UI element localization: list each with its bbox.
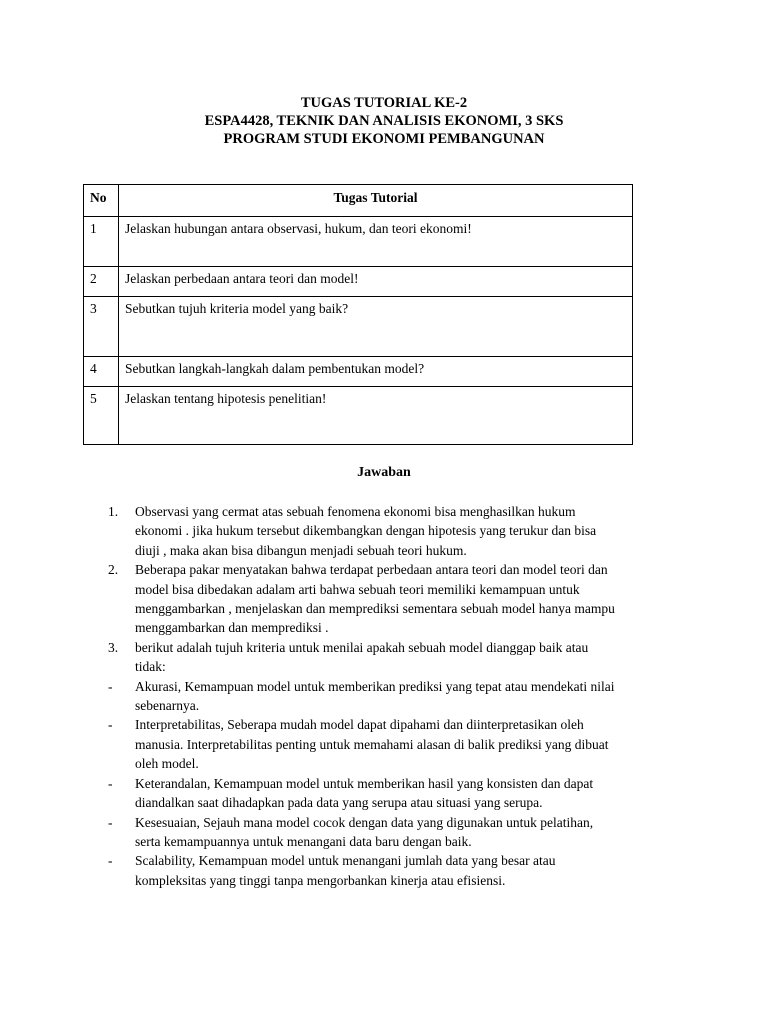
answer-line: tidak: [135, 659, 166, 675]
answer-item [108, 715, 678, 773]
answer-line: Observasi yang cermat atas sebuah fenomena ekonomi bisa menghasilkan hukum [135, 504, 576, 519]
row-task: Sebutkan langkah-langkah dalam pembentukan model? [119, 357, 633, 387]
row-task: Jelaskan perbedaan antara teori dan model! [119, 267, 633, 297]
answer-line: Scalability, Kemampuan model untuk menangani jumlah data yang besar atau [135, 853, 556, 869]
answer-item [108, 813, 678, 852]
answer-line: berikut adalah tujuh kriteria untuk menilai apakah sebuah model dianggap baik atau [135, 639, 589, 655]
answer-marker: 1. [108, 504, 119, 519]
answer-line: ekonomi . jika hukum tersebut dikembangkan dengan hipotesis yang terukur dan bisa [135, 523, 597, 539]
answer-line: menggambarkan , menjelaskan dan memprediksi sementara sebuah model hanya mampu [135, 601, 615, 617]
answer-item [108, 638, 678, 677]
table-row [84, 267, 633, 297]
answer-line: menggambarkan dan memprediksi . [135, 620, 329, 636]
answer-line: diuji , maka akan bisa dibangun menjadi sebuah teori hukum. [135, 542, 467, 558]
answer-marker: - [108, 853, 113, 869]
answer-line: sebenarnya. [135, 698, 200, 714]
column-header-no: No [84, 185, 119, 217]
column-header-task: Tugas Tutorial [119, 185, 633, 217]
answer-line: kompleksitas yang tinggi tanpa mengorbankan kinerja atau efisiensi. [135, 872, 506, 888]
answer-line: serta kemampuannya untuk menangani data baru dengan baik. [135, 833, 472, 849]
answer-item [108, 560, 678, 638]
row-number: 4 [84, 357, 119, 387]
row-task: Jelaskan tentang hipotesis penelitian! [119, 387, 633, 445]
answer-line: Interpretabilitas, Seberapa mudah model dapat dipahami dan diinterpretasikan oleh [135, 717, 584, 733]
document-header [0, 94, 768, 148]
answer-line: oleh model. [135, 756, 199, 772]
table-row [84, 357, 633, 387]
answer-line: Beberapa pakar menyatakan bahwa terdapat perbedaan antara teori dan model teori dan [135, 562, 608, 578]
answer-marker: - [108, 814, 113, 830]
answer-line: Keterandalan, Kemampuan model untuk memberikan hasil yang konsisten dan dapat [135, 775, 594, 791]
answers-list [108, 502, 678, 890]
answer-line: model bisa dibedakan adalam arti bahwa sebuah teori memiliki kemampuan untuk [135, 581, 580, 597]
answer-marker: - [108, 775, 113, 791]
row-number: 1 [84, 217, 119, 267]
answer-item [108, 677, 678, 716]
answers-heading: Jawaban [357, 465, 411, 480]
row-number: 5 [84, 387, 119, 445]
answer-marker: 3. [108, 639, 119, 655]
answer-line: diandalkan saat dihadapkan pada data yang serupa atau situasi yang serupa. [135, 795, 543, 811]
answer-marker: - [108, 717, 113, 733]
table-row [84, 217, 633, 267]
row-number: 2 [84, 267, 119, 297]
table-row [84, 297, 633, 357]
answer-marker: 2. [108, 562, 119, 578]
answer-line: manusia. Interpretabilitas penting untuk memahami alasan di balik prediksi yang dibuat [135, 736, 609, 752]
row-number: 3 [84, 297, 119, 357]
answer-item [108, 774, 678, 813]
row-task: Jelaskan hubungan antara observasi, hukum, dan teori ekonomi! [119, 217, 633, 267]
header-course: ESPA4428, TEKNIK DAN ANALISIS EKONOMI, 3 SKS [204, 113, 564, 129]
table-header-row [84, 185, 633, 217]
answer-marker: - [108, 678, 113, 694]
row-task: Sebutkan tujuh kriteria model yang baik? [119, 297, 633, 357]
table-row [84, 387, 633, 445]
answer-line: Akurasi, Kemampuan model untuk memberikan prediksi yang tepat atau mendekati nilai [135, 678, 615, 694]
header-title: TUGAS TUTORIAL KE-2 [300, 95, 468, 111]
tasks-table [83, 184, 633, 445]
answer-item [108, 502, 678, 560]
answer-item [108, 851, 678, 890]
header-program: PROGRAM STUDI EKONOMI PEMBANGUNAN [223, 131, 545, 147]
answer-line: Kesesuaian, Sejauh mana model cocok dengan data yang digunakan untuk pelatihan, [135, 814, 594, 830]
